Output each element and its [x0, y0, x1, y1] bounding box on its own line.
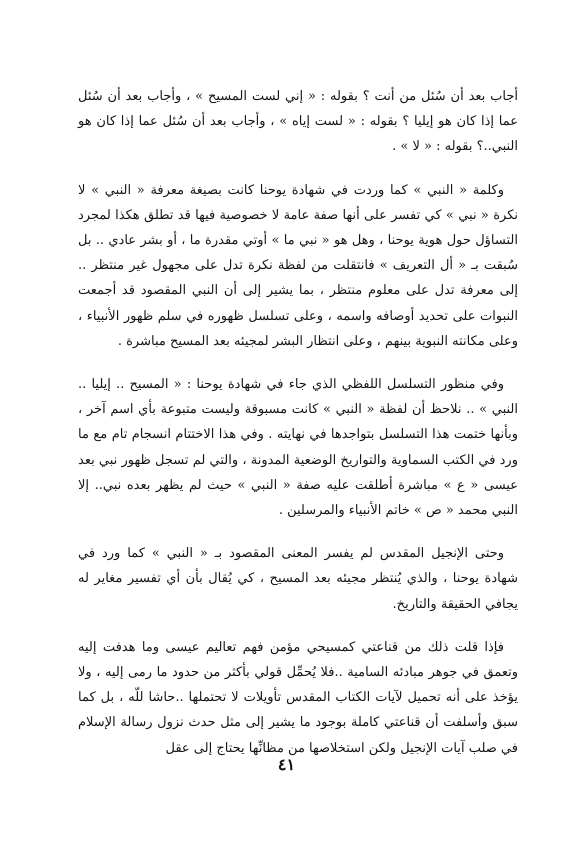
paragraph-2: وكلمة « النبي » كما وردت في شهادة يوحنا كانت بصيغة معرفة « النبي » لا نكرة « نبي » كي تفسر على أنها صفة عامة لا خصوصية فيها قد تطلق هكذا لمجرد التساؤل حول هوية يوحنا ، وهل هو « نبي ما » أوتي مقدرة ما ، أو بشر عادي .. بل سُبقت بـ « أل التعريف » فانتقلت من لفظة نكرة تدل على مجهول غير منتظر .. إلى معرفة تدل على معلوم منتظر ، بما يشير إلى أن النبي المقصود قد أجمعت النبوات على تحديد أوصافه واسمه ، وعلى تسلسل ظهوره في سلم ظهور الأنبياء ، وعلى مكانته النبوية بينهم ، وعلى انتظار البشر لمجيئه بعد المسيح مباشرة . [78, 182, 518, 349]
paragraph-1: أجاب بعد أن سُئل من أنت ؟ بقوله : « إني لست المسيح » ، وأجاب بعد أن سُئل عما إذا كان هو إيليا ؟ بقوله : « لست إياه » ، وأجاب بعد أن سُئل عما إذا كان هو النبي..؟ بقوله : « لا » . [78, 89, 518, 155]
page-number: ٤١ [277, 755, 296, 774]
paragraph-3: وفي منظور التسلسل اللفظي الذي جاء في شهادة يوحنا : « المسيح .. إيليا .. النبي » .. نلاحظ أن لفظة « النبي » كانت مسبوقة وليست متبوعة بأي اسم آخر ، وبأنها ختمت هذا التسلسل بتواجدها في نهايته . وفي هذا الاختتام انسجام تام مع ما ورد في الكتب السماوية والتواريخ الوضعية المدونة ، والتي لم تسجل ظهور نبي بعد عيسى « ع » مباشرة أطلقت عليه صفة « النبي » حيث لم يظهر بعده نبي.. إلا النبي محمد « ص » خاتم الأنبياء والمرسلين . [78, 377, 518, 519]
paragraph-4: وحتى الإنجيل المقدس لم يفسر المعنى المقصود بـ « النبي » كما ورد في شهادة يوحنا ، والذي يُنتظر مجيئه بعد المسيح ، كي يُقال بأن أي تفسير مغاير له يجافي الحقيقة والتاريخ. [78, 546, 518, 612]
paragraph-5: فإذا قلت ذلك من قناعتي كمسيحي مؤمن فهم تعاليم عيسى وما هدفت إليه وتعمق في جوهر مبادئه السامية ..فلا يُحمِّل قولي بأكثر من حدود ما رمى إليه ، ولا يؤخذ على أنه تحميل لآيات الكتاب المقدس تأويلات لا تحتملها ..حاشا للّه ، بل كما سبق وأسلفت أن قناعتي كاملة بوجود ما يشير إلى مثل حدث نزول رسالة الإسلام في صلب آيات الإنجيل ولكن استخلاصها من مظانِّها يحتاج إلى عقل [78, 639, 518, 756]
page-body [78, 84, 518, 779]
